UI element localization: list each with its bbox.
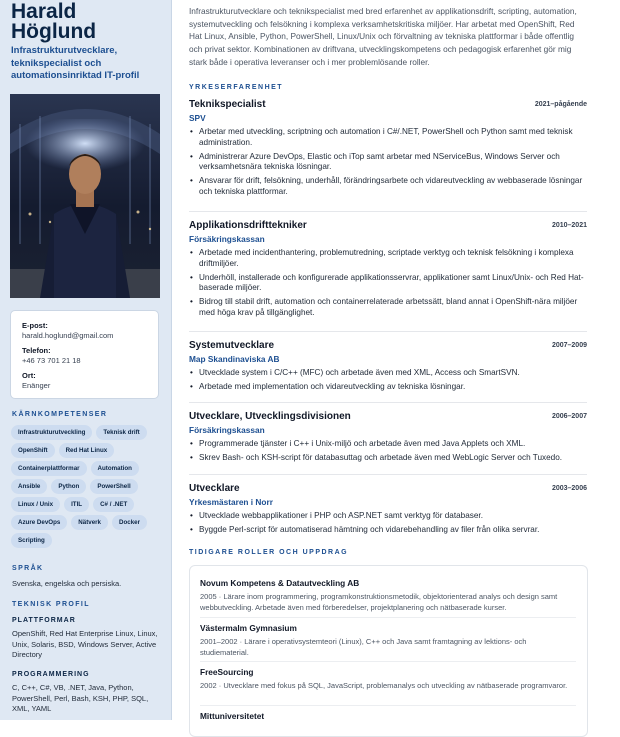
job-title: Utvecklare: [189, 483, 240, 494]
competence-tag: Ansible: [11, 479, 47, 494]
email-value[interactable]: harald.hoglund@gmail.com: [22, 331, 114, 340]
previous-role-description: 2005 · Lärare inom programmering, programkonstruktionsmetodik, objektorienterad analys och design samt webbutveckling. Arbetade även med förberedelser, projektplanering och nätbaserade kurser.: [200, 592, 558, 612]
previous-role-title: Novum Kompetens & Datautveckling AB: [200, 578, 360, 588]
competence-tag: Automation: [91, 461, 139, 476]
competence-tag: PowerShell: [90, 479, 137, 494]
languages-heading: SPRÅK: [12, 565, 44, 572]
previous-role-divider: [200, 617, 576, 618]
section-divider: [189, 331, 587, 332]
previous-role-title: FreeSourcing: [200, 667, 254, 677]
job-dates: 2003–2006: [551, 485, 587, 492]
competence-tag: C# / .NET: [93, 497, 134, 512]
last-name: Höglund: [11, 20, 97, 43]
previous-roles-card: [189, 565, 588, 737]
platforms-heading: PLATTFORMAR: [12, 617, 76, 624]
phone-value[interactable]: +46 73 701 21 18: [22, 356, 81, 365]
job-title: Applikationsdrifttekniker: [189, 220, 307, 231]
experience-heading: YRKESERFARENHET: [189, 84, 284, 91]
competence-tag: ITIL: [64, 497, 89, 512]
section-divider: [189, 474, 587, 475]
job-bullet: • Utvecklade webbapplikationer i PHP och ASP.NET samt verktyg för databaser.: [189, 511, 587, 522]
languages-text: Svenska, engelska och persiska.: [12, 579, 122, 588]
job-bullet: • Arbetade med implementation och vidareutveckling av tekniska lösningar.: [189, 382, 587, 393]
profile-photo: [10, 94, 160, 298]
competence-tag: Containerplattformar: [11, 461, 87, 476]
job-bullet: • Utvecklade system i C/C++ (MFC) och arbetade även med XML, Access och SmartSVN.: [189, 368, 587, 379]
job-company: SPV: [189, 113, 206, 123]
previous-roles-heading: TIDIGARE ROLLER OCH UPPDRAG: [189, 549, 349, 556]
previous-role-divider: [200, 705, 576, 706]
job-bullets: [189, 439, 587, 467]
phone-label: Telefon:: [22, 346, 51, 355]
previous-role-title: Västermalm Gymnasium: [200, 623, 297, 633]
competence-tag: Scripting: [11, 533, 52, 548]
profile-summary: Infrastrukturutvecklare och teknikspecialist med bred erfarenhet av applikationsdrift, scripting, automation, systemutveckling och felsökning i komplexa verksamhetskritiska miljöer. Har arbetat med OpenShift, Red Hat Linux, Ansible, Python, PowerShell, Linux/Unix och förvaltning av tekniska plattformar i både offentlig och privat sektor. Kombinationen av driftvana, utvecklingskompetens och pedagogisk erfarenhet gör mig stark både i operativa leveranser och i mer problemlösande roller.: [189, 6, 577, 67]
programming-text: C, C++, C#, VB, .NET, Java, Python, PowerShell, Perl, Bash, KSH, PHP, SQL, XML, YAML: [12, 683, 149, 713]
location-label: Ort:: [22, 371, 36, 380]
competence-tag: Red Hat Linux: [59, 443, 115, 458]
previous-role-title: Mittuniversitetet: [200, 711, 265, 721]
person-name: [11, 2, 166, 42]
job-bullet: • Arbetar med utveckling, scriptning och automation i C#/.NET, PowerShell och Python samt med teknisk administration.: [189, 127, 587, 149]
profile-headline: Infrastrukturutvecklare, teknikspecialist och automationsinriktad IT-profil: [11, 45, 140, 81]
competence-tag: Linux / Unix: [11, 497, 60, 512]
competence-tag: OpenShift: [11, 443, 55, 458]
job-dates: 2007–2009: [551, 342, 587, 349]
programming-heading: PROGRAMMERING: [12, 671, 90, 678]
job-company: Försäkringskassan: [189, 425, 265, 435]
tech-profile-heading: TEKNISK PROFIL: [12, 601, 90, 608]
job-bullet: • Programmerade tjänster i C++ i Unix-miljö och arbetade även med Java Applets och XML.: [189, 439, 587, 450]
job-bullet: • Bidrog till stabil drift, automation och containerrelaterade arbetssätt, bland annat i OpenShift-nära miljöer med höga krav på tillgänglighet.: [189, 297, 587, 319]
job-dates: 2010–2021: [551, 222, 587, 229]
job-title: Teknikspecialist: [189, 99, 266, 110]
job-dates: 2006–2007: [551, 413, 587, 420]
job-bullets: [189, 248, 587, 322]
competence-tag: Infrastrukturutveckling: [11, 425, 92, 440]
job-title: Utvecklare, Utvecklingsdivisionen: [189, 411, 351, 422]
previous-role-description: 2001–2002 · Lärare i operativsystemteori (Linux), C++ och Java samt framtagning av lektions- och studiematerial.: [200, 637, 527, 657]
job-company: Försäkringskassan: [189, 234, 265, 244]
job-bullets: [189, 511, 587, 539]
previous-role-description: 2002 · Utvecklare med fokus på SQL, JavaScript, problemanalys och utveckling av nätbaserade programvaror.: [200, 681, 568, 690]
job-bullet: • Byggde Perl-script för automatiserad hämtning och vidarebehandling av filer från olika servrar.: [189, 525, 587, 536]
core-competences-heading: KÄRNKOMPETENSER: [12, 411, 108, 418]
job-bullets: [189, 368, 587, 396]
section-divider: [189, 402, 587, 403]
previous-role-divider: [200, 661, 576, 662]
sidebar: [0, 0, 172, 720]
contact-card: [10, 310, 159, 399]
section-divider: [189, 211, 587, 212]
job-bullet: • Arbetade med incidenthantering, problemutredning, scriptade verktyg och teknisk felsökning i komplexa driftmiljöer.: [189, 248, 587, 270]
job-bullets: [189, 127, 587, 201]
competence-tag: Azure DevOps: [11, 515, 67, 530]
platforms-text: OpenShift, Red Hat Enterprise Linux, Linux, Unix, Solaris, BSD, Windows Server, Active Directory: [12, 629, 158, 659]
job-title: Systemutvecklare: [189, 340, 275, 351]
competence-tag: Teknisk drift: [96, 425, 146, 440]
profile-photo-illustration: [10, 94, 160, 298]
location-value: Enänger: [22, 381, 51, 390]
competence-tag: Docker: [112, 515, 147, 530]
job-bullet: • Administrerar Azure DevOps, Elastic och iTop samt arbetar med NServiceBus, Windows Server och verksamhetsnära tekniska lösningar.: [189, 152, 587, 174]
job-company: Yrkesmästaren i Norr: [189, 497, 273, 507]
job-dates: 2021–pågående: [534, 101, 587, 108]
job-company: Map Skandinaviska AB: [189, 354, 280, 364]
first-name: Harald: [11, 0, 77, 23]
competence-tag: Nätverk: [71, 515, 108, 530]
job-bullet: • Underhöll, installerade och konfigurerade applikationsservrar, applikationer samt Linux/Unix- och Red Hat-baserade miljöer.: [189, 273, 587, 295]
competence-tag: Python: [51, 479, 86, 494]
core-competences-tags: [11, 425, 167, 548]
job-bullet: • Ansvarar för drift, felsökning, underhåll, förändringsarbete och vidareutveckling av webbaserade lösningar och tekniska plattformar.: [189, 176, 587, 198]
email-label: E-post:: [22, 321, 48, 330]
job-bullet: • Skrev Bash- och KSH-script för databasuttag och arbetade även med WebLogic Server och Tuxedo.: [189, 453, 587, 464]
